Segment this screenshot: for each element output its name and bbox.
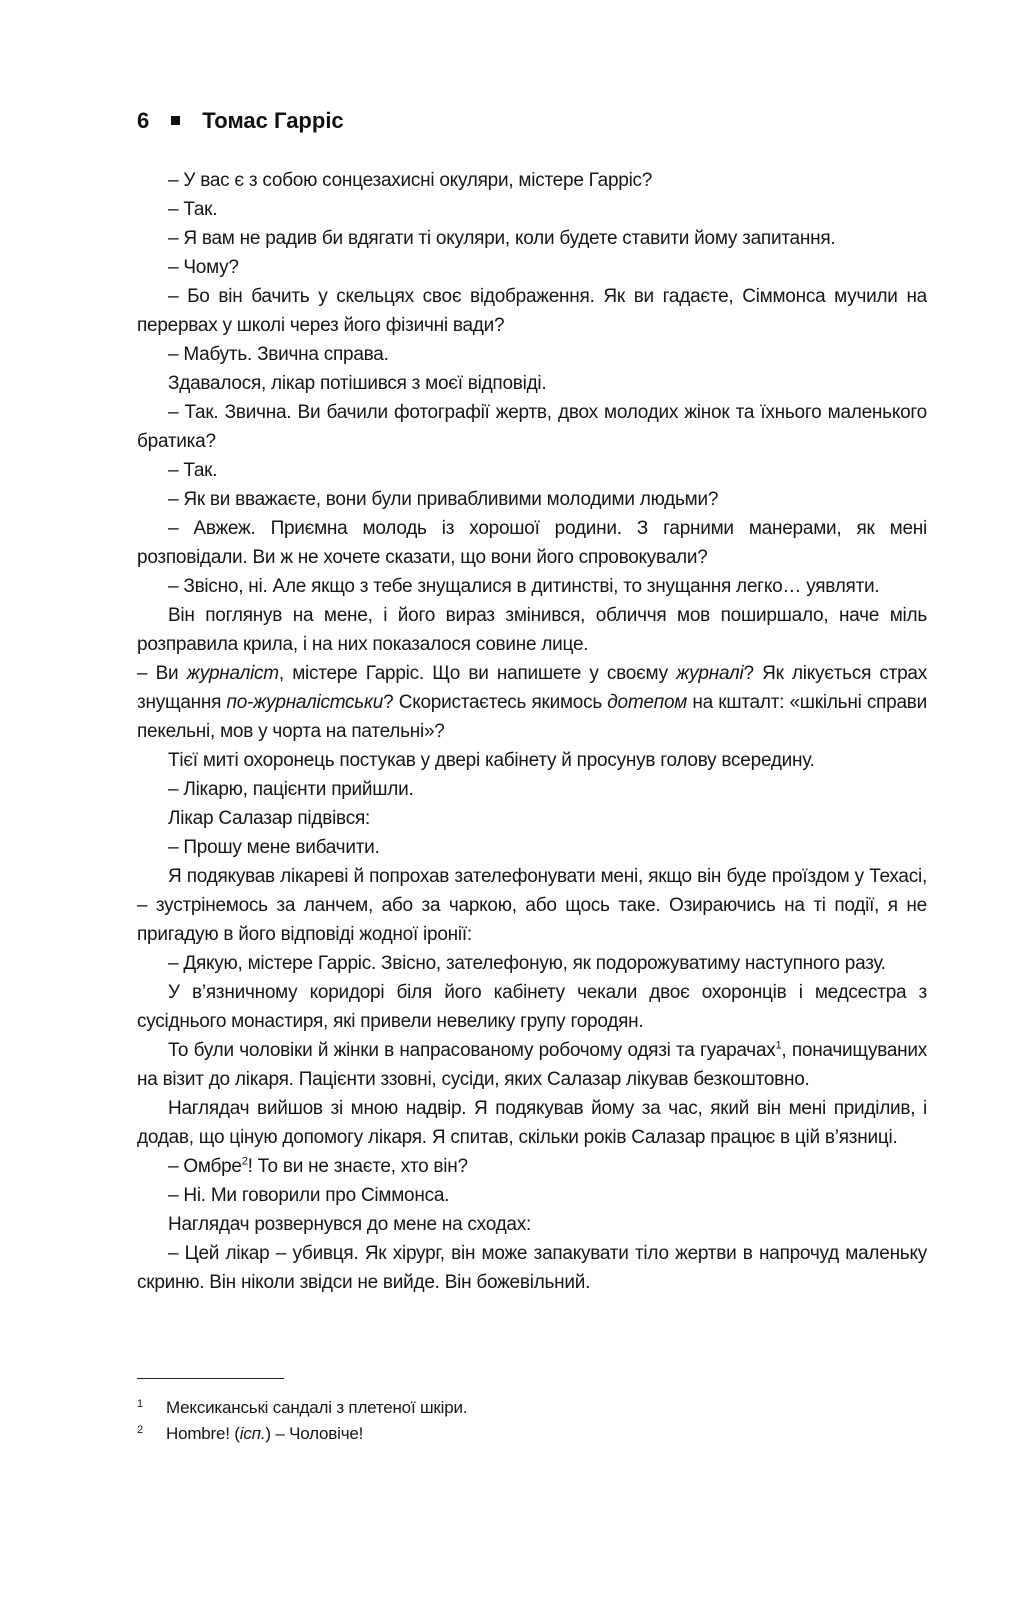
paragraph xyxy=(137,514,927,572)
text-run: Hombre! ( xyxy=(166,1424,240,1443)
text-run: Наглядач вийшов зі мною надвір. Я подякував йому за час, який він мені приділив, і додав, що ціную допомогу лікаря. Я спитав, скільки років Салазар працює в цій в’язниці. xyxy=(137,1098,927,1148)
paragraph xyxy=(137,572,927,601)
text-run: – Ні. Ми говорили про Сіммонса. xyxy=(168,1185,450,1206)
paragraph xyxy=(137,775,927,804)
text-run: Я подякував лікареві й попрохав зателефонувати мені, якщо він буде проїздом у Техасі, – зустрінемось за ланчем, або за чаркою, або щось таке. Озираючись на ті події, я не пригадую в його відповіді жодної іронії: xyxy=(137,866,927,945)
italic-text: журналі xyxy=(676,663,744,684)
text-run: на кшталт: «шкільні справи пекельні, мов у чорта на пательні»? xyxy=(137,692,927,742)
text-run: ) – Чоловіче! xyxy=(265,1424,364,1443)
text-run: – Чому? xyxy=(168,257,239,278)
text-run: ! То ви не знаєте, хто він? xyxy=(247,1156,468,1177)
text-run: , містере Гарріс. Що ви напишете у своєму xyxy=(278,663,677,684)
paragraph xyxy=(137,1210,927,1239)
footnote-text xyxy=(166,1395,467,1421)
paragraph xyxy=(137,253,927,282)
italic-text: по-журналістськи xyxy=(226,692,384,713)
text-run: – Звісно, ні. Але якщо з тебе знущалися в дитинстві, то знущання легко… уявляти. xyxy=(168,576,880,597)
text-run: – Так. xyxy=(168,460,218,481)
paragraph xyxy=(137,1094,927,1152)
paragraph xyxy=(137,949,927,978)
footnote-text xyxy=(166,1421,363,1447)
text-run: – Омбре xyxy=(168,1156,242,1177)
text-run: – Лікарю, пацієнти прийшли. xyxy=(168,779,414,800)
text-run: – Я вам не радив би вдягати ті окуляри, коли будете ставити йому запитання. xyxy=(168,228,836,249)
paragraph xyxy=(137,456,927,485)
paragraph xyxy=(137,978,927,1036)
text-run: – У вас є з собою сонцезахисні окуляри, містере Гарріс? xyxy=(168,170,653,191)
text-run: – Дякую, містере Гарріс. Звісно, зателефоную, як подорожуватиму наступного разу. xyxy=(168,953,886,974)
footnote-number: 1 xyxy=(137,1398,143,1410)
paragraph xyxy=(137,601,927,659)
footnotes xyxy=(137,1395,467,1447)
paragraph xyxy=(137,1152,927,1181)
paragraph xyxy=(137,659,927,746)
paragraph xyxy=(137,746,927,775)
paragraph xyxy=(137,195,927,224)
text-run: ? Як лікується страх знущання xyxy=(137,663,927,713)
page-number: 6 xyxy=(137,108,150,133)
paragraph xyxy=(137,282,927,340)
text-run: Лікар Салазар підвівся: xyxy=(168,808,371,829)
italic-text: журналіст xyxy=(186,663,279,684)
text-run: – Ви xyxy=(137,663,187,684)
text-run: Наглядач розвернувся до мене на сходах: xyxy=(168,1214,532,1235)
text-run: – Бо він бачить у скельцях своє відображення. Як ви гадаєте, Сіммонса мучили на перервах у школі через його фізичні вади? xyxy=(137,286,927,336)
text-run: – Як ви вважаєте, вони були привабливими молодими людьми? xyxy=(168,489,719,510)
text-run: У в’язничному коридорі біля його кабінету чекали двоє охоронців і медсестра з сусіднього монастиря, які привели невелику групу городян. xyxy=(137,982,927,1032)
footnote-number: 2 xyxy=(137,1424,143,1436)
italic-text: ісп. xyxy=(239,1424,266,1443)
paragraph xyxy=(137,485,927,514)
text-run: – Цей лікар – убивця. Як хірург, він може запакувати тіло жертви в напрочуд маленьку скриню. Він ніколи звідси не вийде. Він божевільний. xyxy=(137,1243,927,1293)
paragraph xyxy=(137,369,927,398)
footnote-ref: 2 xyxy=(241,1155,248,1168)
text-run: То були чоловіки й жінки в напрасованому робочому одязі та гуарачах xyxy=(168,1040,776,1061)
text-run: – Прошу мене вибачити. xyxy=(168,837,380,858)
text-run: – Мабуть. Звична справа. xyxy=(168,344,389,365)
paragraph xyxy=(137,398,927,456)
footnote xyxy=(137,1395,467,1421)
text-run: Тієї миті охоронець постукав у двері кабінету й просунув голову всередину. xyxy=(168,750,815,771)
paragraph xyxy=(137,1181,927,1210)
footnote-ref: 1 xyxy=(775,1039,782,1052)
text-run: , поначищуваних на візит до лікаря. Пацієнти ззовні, сусіди, яких Салазар лікував безкоштовно. xyxy=(137,1040,927,1090)
running-header xyxy=(137,108,344,134)
text-run: – Так. xyxy=(168,199,218,220)
text-run: – Так. Звична. Ви бачили фотографії жертв, двох молодих жінок та їхнього маленького братика? xyxy=(137,402,927,452)
paragraph xyxy=(137,224,927,253)
paragraph xyxy=(137,1036,927,1094)
text-run: Він поглянув на мене, і його вираз змінився, обличчя мов поширшало, наче міль розправила крила, і на них показалося совине лице. xyxy=(137,605,927,655)
paragraph xyxy=(137,166,927,195)
author-name: Томас Гарріс xyxy=(202,108,344,133)
paragraph xyxy=(137,340,927,369)
paragraph xyxy=(137,804,927,833)
text-run: Здавалося, лікар потішився з моєї відповіді. xyxy=(168,373,547,394)
italic-text: дотепом xyxy=(607,692,688,713)
paragraph xyxy=(137,833,927,862)
body-text xyxy=(137,166,927,1297)
paragraph xyxy=(137,862,927,949)
footnote-separator xyxy=(137,1378,284,1379)
text-run: – Авжеж. Приємна молодь із хорошої родини. З гарними манерами, як мені розповідали. Ви ж не хочете сказати, що вони його спровокували? xyxy=(137,518,927,568)
paragraph xyxy=(137,1239,927,1297)
footnote xyxy=(137,1421,467,1447)
text-run: ? Скористаєтесь якимось xyxy=(383,692,608,713)
square-bullet-icon xyxy=(171,116,180,125)
text-run: Мексиканські сандалі з плетеної шкіри. xyxy=(166,1398,468,1417)
